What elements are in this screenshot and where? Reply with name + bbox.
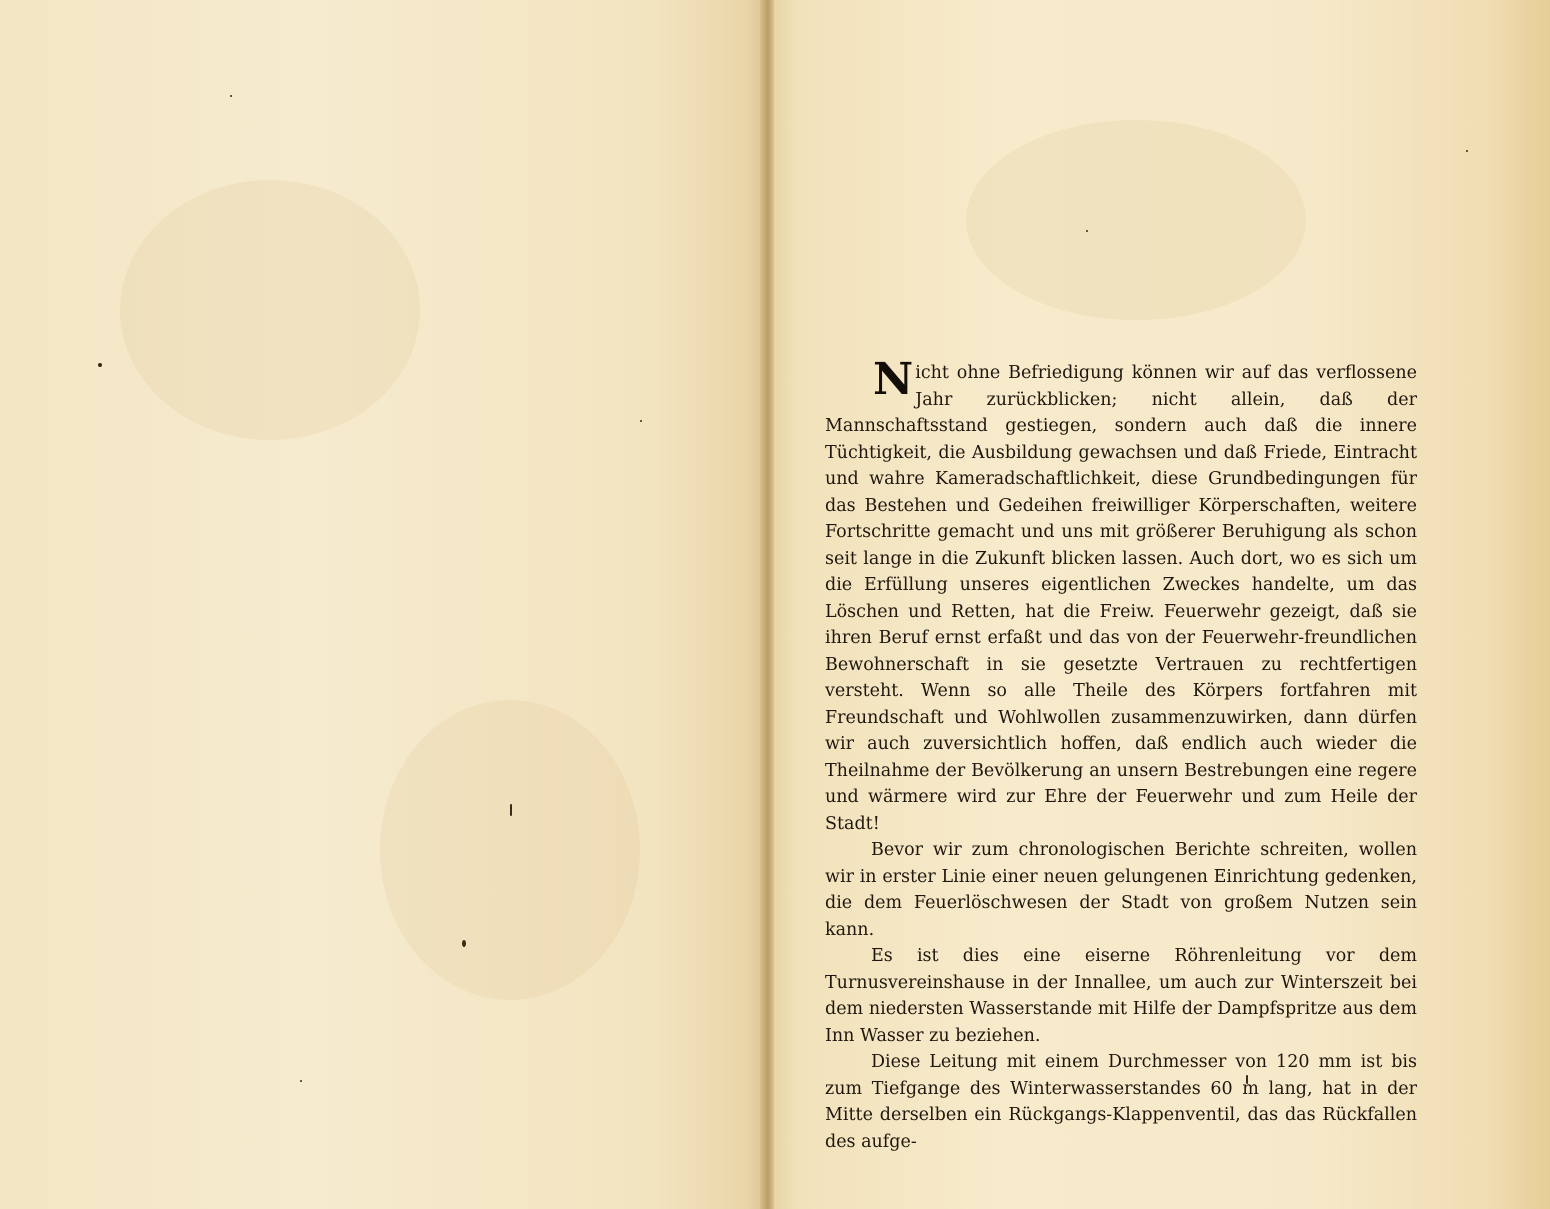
paragraph-text: icht ohne Befriedigung können wir auf das verflossene Jahr zurückblicken; nicht allein, daß der Mannschaftsstand gestiegen, sondern auch daß die innere Tüchtigkeit, die Ausbildung gewachsen und daß Friede, Eintracht und wahre Kameradschaftlichkeit, diese Grundbedingungen für das Bestehen und Gedeihen freiwilliger Körperschaften, weitere Fortschritte gemacht und uns mit größerer Beruhigung als schon seit lange in die Zukunft blicken lassen. Auch dort, wo es sich um die Erfüllung unseres eigentlichen Zweckes handelte, um das Löschen und Retten, hat die Freiw. Feuerwehr gezeigt, daß sie ihren Beruf ernst erfaßt und das von der Feuerwehr-freundlichen Bewohnerschaft in sie gesetzte Vertrauen zu rechtfertigen versteht. Wenn so alle Theile des Körpers fortfahren mit Freundschaft und Wohlwollen zusammenzuwirken, dann dürfen wir auch zuversichtlich hoffen, daß endlich auch wieder die Theilnahme der Bevölkerung an unsern Bestrebungen eine regere und wärmere wird zur Ehre der Feuerwehr und zum Heile der Stadt! <box>825 363 1417 834</box>
paragraph: Diese Leitung mit einem Durchmesser von 120 mm ist bis zum Tiefgange des Winterwasserstandes 60 m lang, hat in der Mitte derselben ein Rückgangs-Klappenventil, das das Rückfallen des aufge- <box>825 1052 1417 1152</box>
left-page <box>0 0 770 1209</box>
paper-stain <box>120 180 420 440</box>
paper-speck <box>230 95 232 97</box>
paragraph: Bevor wir zum chronologischen Berichte schreiten, wollen wir in erster Linie einer neuen gelungenen Einrichtung gedenken, die dem Feuerlöschwesen der Stadt von großem Nutzen sein kann. <box>825 840 1417 940</box>
paper-speck <box>300 1080 302 1082</box>
paper-speck <box>98 363 102 367</box>
drop-cap: N <box>873 354 914 405</box>
paragraph <box>825 354 1417 837</box>
paper-speck <box>640 420 642 422</box>
body-text <box>825 354 1417 1155</box>
book-gutter <box>760 0 774 1209</box>
paper-speck <box>1466 150 1468 152</box>
paper-stain <box>380 700 640 1000</box>
paper-speck <box>1086 230 1088 232</box>
paper-stain <box>966 120 1306 320</box>
paper-speck <box>462 940 466 947</box>
paragraph: Es ist dies eine eiserne Röhrenleitung vor dem Turnusvereinshause in der Innallee, um auch zur Winterszeit bei dem niedersten Wasserstande mit Hilfe der Dampfspritze aus dem Inn Wasser zu beziehen. <box>825 946 1417 1046</box>
paper-speck <box>510 804 512 816</box>
